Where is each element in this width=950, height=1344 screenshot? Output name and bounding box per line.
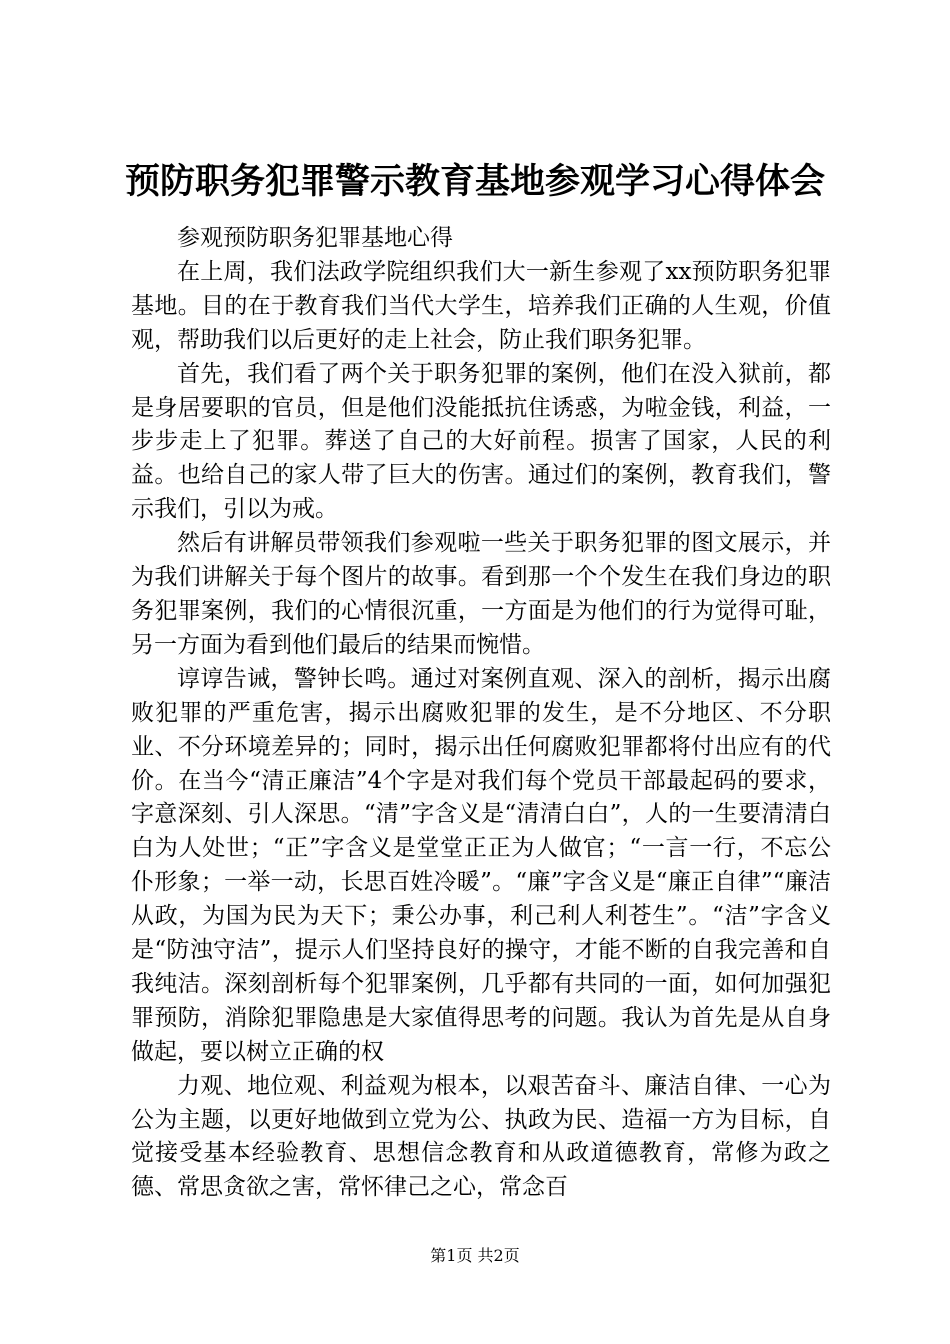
paragraph-warning: 谆谆告诫，警钟长鸣。通过对案例直观、深入的剖析，揭示出腐败犯罪的严重危害，揭示出腐败犯罪的发生，是不分地区、不分职业、不分环境差异的；同时，揭示出任何腐败犯罪都将付出应有的代价。在当今“清正廉洁”4个字是对我们每个党员干部最起码的要求，字意深刻、引人深思。“清”字含义是“清清白白”，人的一生要清清白白为人处世；“正”字含义是堂堂正正为人做官；“一言一行，不忘公仆形象；一举一动，长思百姓冷暖”。“廉”字含义是“廉正自律”“廉洁从政，为国为民为天下；秉公办事，利己利人利苍生”。“洁”字含义是“防浊守洁”，提示人们坚持良好的操守，才能不断的自我完善和自我纯洁。深刻剖析每个犯罪案例，几乎都有共同的一面，如何加强犯罪预防，消除犯罪隐患是大家值得思考的问题。我认为首先是从自身做起，要以树立正确的权: [131, 665, 831, 1065]
document-body: [131, 222, 831, 1205]
paragraph-subtitle: 参观预防职务犯罪基地心得: [177, 225, 453, 251]
paragraph-conclusion: 力观、地位观、利益观为根本，以艰苦奋斗、廉洁自律、一心为公为主题，以更好地做到立党为公、执政为民、造福一方为目标，自觉接受基本经验教育、思想信念教育和从政道德教育，常修为政之德、常思贪欲之害，常怀律己之心，常念百: [131, 1072, 831, 1201]
paragraph-exhibition: 然后有讲解员带领我们参观啦一些关于职务犯罪的图文展示，并为我们讲解关于每个图片的故事。看到那一个个发生在我们身边的职务犯罪案例，我们的心情很沉重，一方面是为他们的行为觉得可耻，另一方面为看到他们最后的结果而惋惜。: [131, 530, 831, 658]
paragraph-cases: 首先，我们看了两个关于职务犯罪的案例，他们在没入狱前，都是身居要职的官员，但是他们没能抵抗住诱惑，为啦金钱，利益，一步步走上了犯罪。葬送了自己的大好前程。损害了国家，人民的利益。也给自己的家人带了巨大的伤害。通过们的案例，教育我们，警示我们，引以为戒。: [131, 360, 831, 523]
page-number-footer: 第1页 共2页: [430, 1246, 520, 1265]
paragraph-intro: 在上周，我们法政学院组织我们大一新生参观了xx预防职务犯罪基地。目的在于教育我们当代大学生，培养我们正确的人生观，价值观，帮助我们以后更好的走上社会，防止我们职务犯罪。: [131, 258, 831, 353]
document-title: 预防职务犯罪警示教育基地参观学习心得体会: [124, 162, 825, 202]
